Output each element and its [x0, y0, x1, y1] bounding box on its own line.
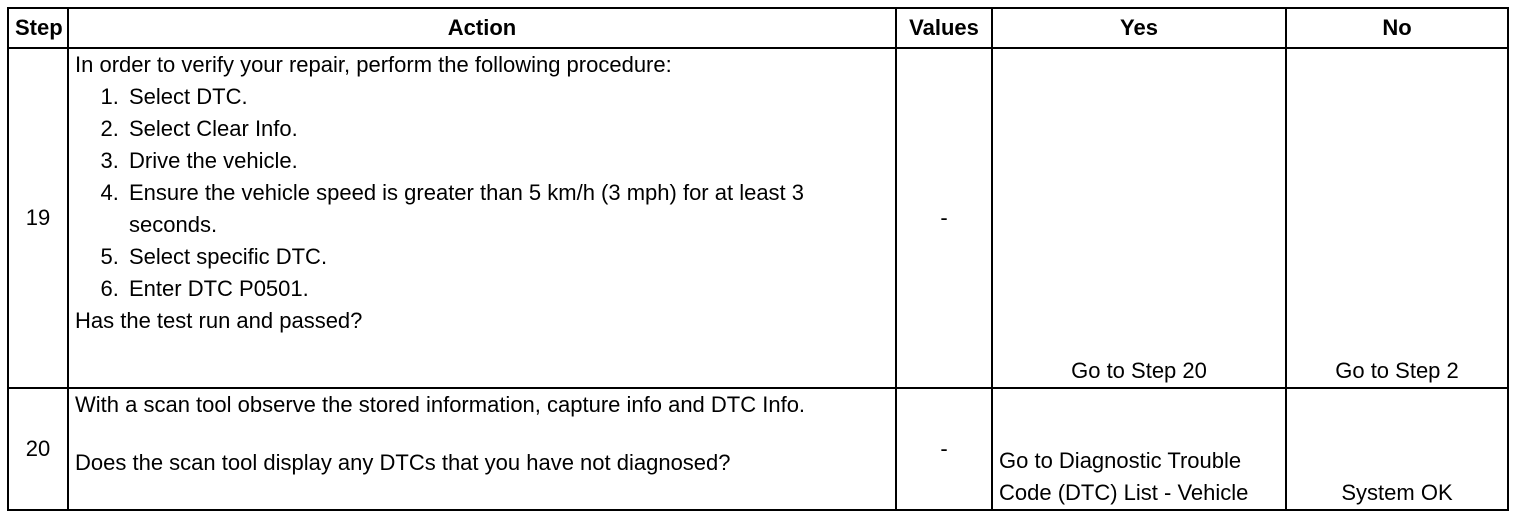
procedure-list — [75, 81, 889, 305]
table-row — [8, 388, 1508, 510]
values-cell: - — [896, 48, 992, 388]
action-intro: In order to verify your repair, perform the following procedure: — [75, 52, 672, 77]
procedure-item: 3. Drive the vehicle. — [125, 145, 889, 177]
step-number: 19 — [8, 48, 68, 388]
diagnostic-table — [7, 7, 1509, 511]
yes-link[interactable]: Go to Step 20 — [992, 48, 1286, 388]
procedure-item: 1. Select DTC. — [125, 81, 889, 113]
diagnostic-table-container — [7, 7, 1509, 511]
header-yes: Yes — [992, 8, 1286, 48]
procedure-item: 5. Select specific DTC. — [125, 241, 889, 273]
procedure-item: 4. Ensure the vehicle speed is greater than 5 km/h (3 mph) for at least 3 seconds. — [125, 177, 889, 241]
action-question: Does the scan tool display any DTCs that you have not diagnosed? — [75, 450, 731, 475]
yes-link[interactable]: Go to Diagnostic Trouble Code (DTC) List - Vehicle — [992, 388, 1286, 510]
values-cell: - — [896, 388, 992, 510]
header-step: Step — [8, 8, 68, 48]
header-row — [8, 8, 1508, 48]
table-row — [8, 48, 1508, 388]
action-question: Has the test run and passed? — [75, 308, 363, 333]
procedure-item: 6. Enter DTC P0501. — [125, 273, 889, 305]
header-action: Action — [68, 8, 896, 48]
action-cell — [68, 48, 896, 388]
action-intro: With a scan tool observe the stored information, capture info and DTC Info. — [75, 392, 806, 417]
no-link[interactable]: Go to Step 2 — [1286, 48, 1508, 388]
procedure-item: 2. Select Clear Info. — [125, 113, 889, 145]
header-values: Values — [896, 8, 992, 48]
header-no: No — [1286, 8, 1508, 48]
no-link[interactable]: System OK — [1286, 388, 1508, 510]
action-cell — [68, 388, 896, 510]
step-number: 20 — [8, 388, 68, 510]
